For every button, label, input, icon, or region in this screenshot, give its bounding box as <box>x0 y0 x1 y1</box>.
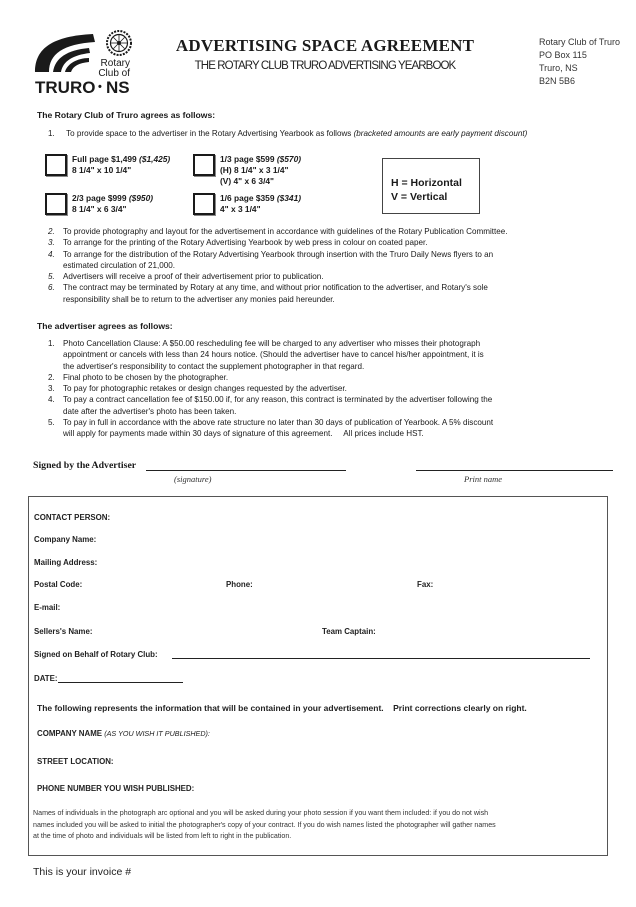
item-text: To arrange for the printing of the Rotary Advertising Yearbook by web press in colour on coated paper. <box>63 238 428 248</box>
names-note-line: Names of individuals in the photograph arc optional and you will be asked during your photo session if you want them included: if you do not wish <box>33 809 489 817</box>
legend-horizontal: H = Horizontal <box>391 177 462 189</box>
option-discount: ($570) <box>276 154 302 164</box>
item-number: 5. <box>48 418 55 428</box>
option-discount: ($1,425) <box>139 154 171 164</box>
item-number: 2. <box>48 227 55 236</box>
sellers-name-label: Sellers's Name: <box>34 627 93 636</box>
rotary-signature-line[interactable] <box>172 658 590 659</box>
item-text: responsibility shall be to return to the advertiser any monies paid hereunder. <box>63 294 335 304</box>
signed-on-behalf-label: Signed on Behalf of Rotary Club: <box>34 650 158 659</box>
names-note-line: names included you will be asked to initial the photographer's copy of your contract. If you do wish names listed the photographer will gather names <box>33 820 496 829</box>
advertiser-item <box>48 383 618 394</box>
item-text: estimated circulation of 21,000. <box>63 260 176 270</box>
option-two-thirds-page <box>72 193 153 215</box>
company-name-published-label <box>37 729 210 738</box>
advertiser-signature-line[interactable] <box>146 470 346 471</box>
option-one-third-page <box>220 154 301 187</box>
logo-text-rotary: Rotary <box>100 58 130 69</box>
club-item <box>48 282 618 305</box>
postal-code-label: Postal Code: <box>34 580 83 589</box>
street-location-label: STREET LOCATION: <box>37 757 114 766</box>
advertiser-item <box>48 417 618 440</box>
club-item <box>48 226 618 237</box>
phone-published-label: PHONE NUMBER YOU WISH PUBLISHED: <box>37 784 195 793</box>
item-number: 4. <box>48 395 55 405</box>
item-text: date after the advertiser's photo has been taken. <box>63 406 237 416</box>
club-item <box>48 237 618 248</box>
item-number: 2. <box>48 372 55 382</box>
item-text: To pay for photographic retakes or design changes requested by the advertiser. <box>63 384 347 394</box>
email-label: E-mail: <box>34 603 61 612</box>
info-statement <box>37 703 527 713</box>
option-label: Full page $1,499 <box>72 154 137 164</box>
item-number: 6. <box>48 283 55 293</box>
team-captain-label: Team Captain: <box>322 627 376 636</box>
page-subtitle: THE ROTARY CLUB TRURO ADVERTISING YEARBOOK <box>194 60 456 72</box>
item-text: To pay a contract cancellation fee of $150.00 if, for any reason, this contract is terminated by the advertiser following the <box>63 395 493 405</box>
option-discount: ($341) <box>276 193 302 203</box>
one-sixth-page-checkbox[interactable] <box>193 193 215 215</box>
item-text: To pay in full in accordance with the above rate structure no later than 30 days of publication of Yearbook. A 5% discount <box>63 418 494 428</box>
item-number: 4. <box>48 249 55 259</box>
signed-by-advertiser-label: Signed by the Advertiser <box>33 460 137 471</box>
address-line: PO Box 115 <box>539 50 587 60</box>
orientation-legend <box>382 158 480 214</box>
rotary-club-logo <box>33 28 133 96</box>
advertiser-item <box>48 394 618 417</box>
two-thirds-page-checkbox[interactable] <box>45 193 67 215</box>
logo-text-ns: NS <box>106 78 130 96</box>
date-label: DATE: <box>34 674 58 683</box>
option-discount: ($950) <box>128 193 154 203</box>
club-address <box>539 36 620 88</box>
item-number: 3. <box>48 384 55 394</box>
names-note-line: at the time of photo and individuals will be listed from left to right in the publication. <box>33 832 292 840</box>
print-name-line[interactable] <box>416 470 613 471</box>
option-label: 2/3 page $999 <box>72 193 127 203</box>
advertiser-item <box>48 338 618 372</box>
corrections-note: Print corrections clearly on right. <box>393 703 527 713</box>
option-size: (V) 4" x 6 3/4" <box>220 176 275 186</box>
print-name-caption: Print name <box>464 474 503 484</box>
svg-text:•: • <box>98 81 102 93</box>
option-size: 8 1/4" x 6 3/4" <box>72 204 127 214</box>
invoice-number-label: This is your invoice # <box>33 866 132 878</box>
company-name-published-note: (AS YOU WISH IT PUBLISHED): <box>104 729 210 738</box>
contact-form-box <box>28 496 608 856</box>
advertiser-agrees-heading: The advertiser agrees as follows: <box>37 321 173 331</box>
item-text: Final photo to be chosen by the photographer. <box>63 372 229 382</box>
option-size: 4" x 3 1/4" <box>220 204 261 214</box>
item-number: 3. <box>48 238 55 248</box>
full-page-checkbox[interactable] <box>45 154 67 176</box>
item-text: To provide space to the advertiser in the Rotary Advertising Yearbook as follows <box>66 129 352 138</box>
club-item <box>48 271 618 282</box>
option-size: (H) 8 1/4" x 3 1/4" <box>220 165 289 175</box>
option-label: 1/6 page $359 <box>220 193 275 203</box>
option-size: 8 1/4" x 10 1/4" <box>72 165 132 175</box>
fax-label: Fax: <box>417 580 434 589</box>
club-items-list <box>48 226 618 305</box>
logo-text-club-of: Club of <box>98 68 130 79</box>
one-third-page-checkbox[interactable] <box>193 154 215 176</box>
option-full-page <box>72 154 170 176</box>
item-number: 1. <box>48 129 55 138</box>
item-note: (bracketed amounts are early payment discount) <box>353 129 528 138</box>
address-line: B2N 5B6 <box>539 76 576 86</box>
item-text: To arrange for the distribution of the Rotary Advertising Yearbook through insertion with the Truro Daily News flyers to an <box>63 249 494 259</box>
mailing-address-label: Mailing Address: <box>34 558 98 567</box>
page-title: ADVERTISING SPACE AGREEMENT <box>175 36 475 55</box>
legend-vertical: V = Vertical <box>391 191 448 203</box>
option-one-sixth-page <box>220 193 301 215</box>
item-text: Photo Cancellation Clause: A $50.00 rescheduling fee will be charged to any advertiser who misses their photograph <box>63 339 481 348</box>
club-item-1 <box>48 128 618 139</box>
option-label: 1/3 page $599 <box>220 154 275 164</box>
advertiser-item <box>48 372 618 383</box>
advertiser-items-list <box>48 338 618 440</box>
item-text: will apply for payments made within 30 days of signature of this agreement. All prices include HST. <box>63 429 424 439</box>
info-statement-text: The following represents the information that will be contained in your advertisement. <box>37 703 384 713</box>
company-name-label: Company Name: <box>34 535 97 544</box>
logo-text-truro: TRURO <box>35 78 96 96</box>
item-text: appointment or cancels with less than 24 hours notice. (Should the advertiser have to cancel his/her appointment, it is <box>63 350 484 360</box>
item-text: The contract may be terminated by Rotary at any time, and without prior notification to the advertiser, and Rotary's sole <box>63 283 488 293</box>
date-line[interactable] <box>58 682 183 683</box>
signature-caption: (signature) <box>174 474 212 484</box>
address-line: Truro, NS <box>539 63 578 73</box>
club-item <box>48 249 618 272</box>
address-line: Rotary Club of Truro <box>539 37 621 47</box>
item-number: 5. <box>48 272 55 282</box>
item-text: the advertiser's responsibility to contact the supplement photographer in that regard. <box>63 361 365 371</box>
item-text: Advertisers will receive a proof of their advertisement prior to publication. <box>63 272 324 282</box>
item-text: To provide photography and layout for the advertisement in accordance with guidelines of the Rotary Publication Committee. <box>63 227 508 236</box>
company-name-published-text: COMPANY NAME <box>37 729 103 738</box>
names-note <box>33 808 496 843</box>
item-number: 1. <box>48 339 55 348</box>
club-agrees-heading: The Rotary Club of Truro agrees as follows: <box>37 110 216 120</box>
contact-person-label: CONTACT PERSON: <box>34 513 111 522</box>
logo-graphic <box>33 28 133 96</box>
phone-label: Phone: <box>226 580 253 589</box>
